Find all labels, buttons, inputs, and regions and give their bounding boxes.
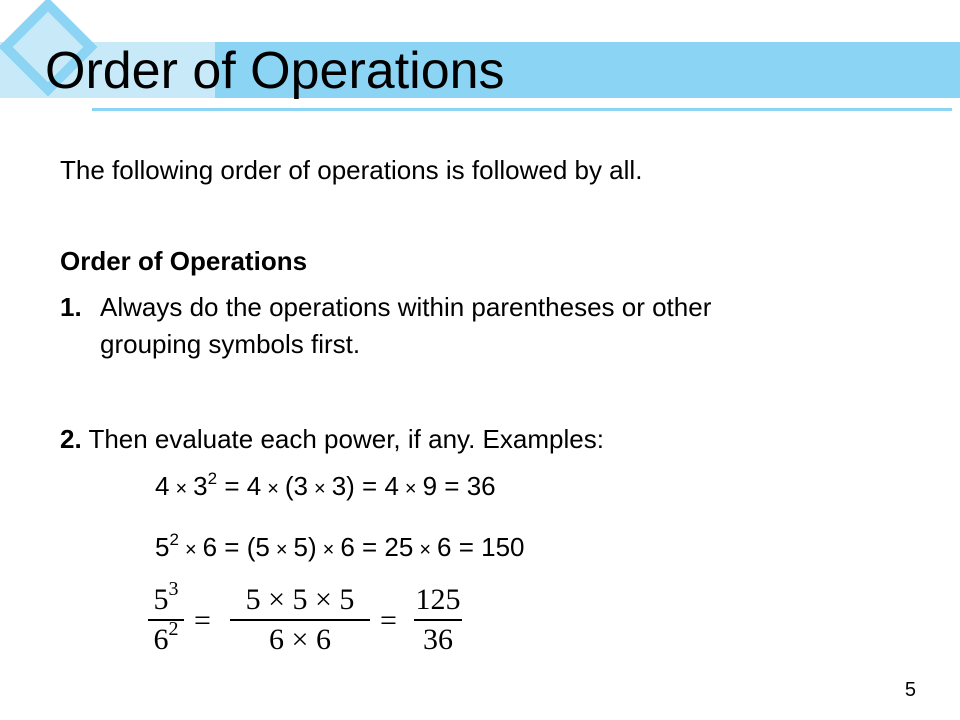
example-1: $4 \times 3^2 = 4 \times (3 \times 3) = 4 \times 9 = 36$	[155, 469, 496, 501]
rule-1-number: 1.	[60, 292, 82, 322]
rule-2	[60, 423, 604, 455]
example-2: $5^2 \times 6 = (5 \times 5) \times 6 = 25 \times 6 = 150$	[155, 530, 525, 562]
section-heading: Order of Operations	[60, 246, 308, 276]
fraction-result: 125 36	[415, 583, 461, 656]
equals-1: =	[194, 604, 211, 637]
title-underline	[92, 108, 952, 111]
intro-text: The following order of operations is followed by all.	[60, 155, 643, 185]
page-number: 5	[904, 679, 916, 701]
rule-2-text: Then evaluate each power, if any. Examples:	[81, 424, 604, 454]
fraction-expanded: 5 × 5 × 5 6 × 6	[230, 583, 370, 657]
rule-1-line-1: Always do the operations within parentheses or other	[100, 292, 712, 322]
rule-1-line-2: grouping symbols first.	[100, 329, 361, 359]
equals-2: =	[380, 604, 397, 637]
slide-title: Order of Operations	[45, 42, 505, 100]
fraction-powers: $5^3$ $6^2$	[148, 583, 184, 657]
rule-2-number: 2.	[60, 424, 82, 454]
rule-1	[60, 291, 711, 323]
